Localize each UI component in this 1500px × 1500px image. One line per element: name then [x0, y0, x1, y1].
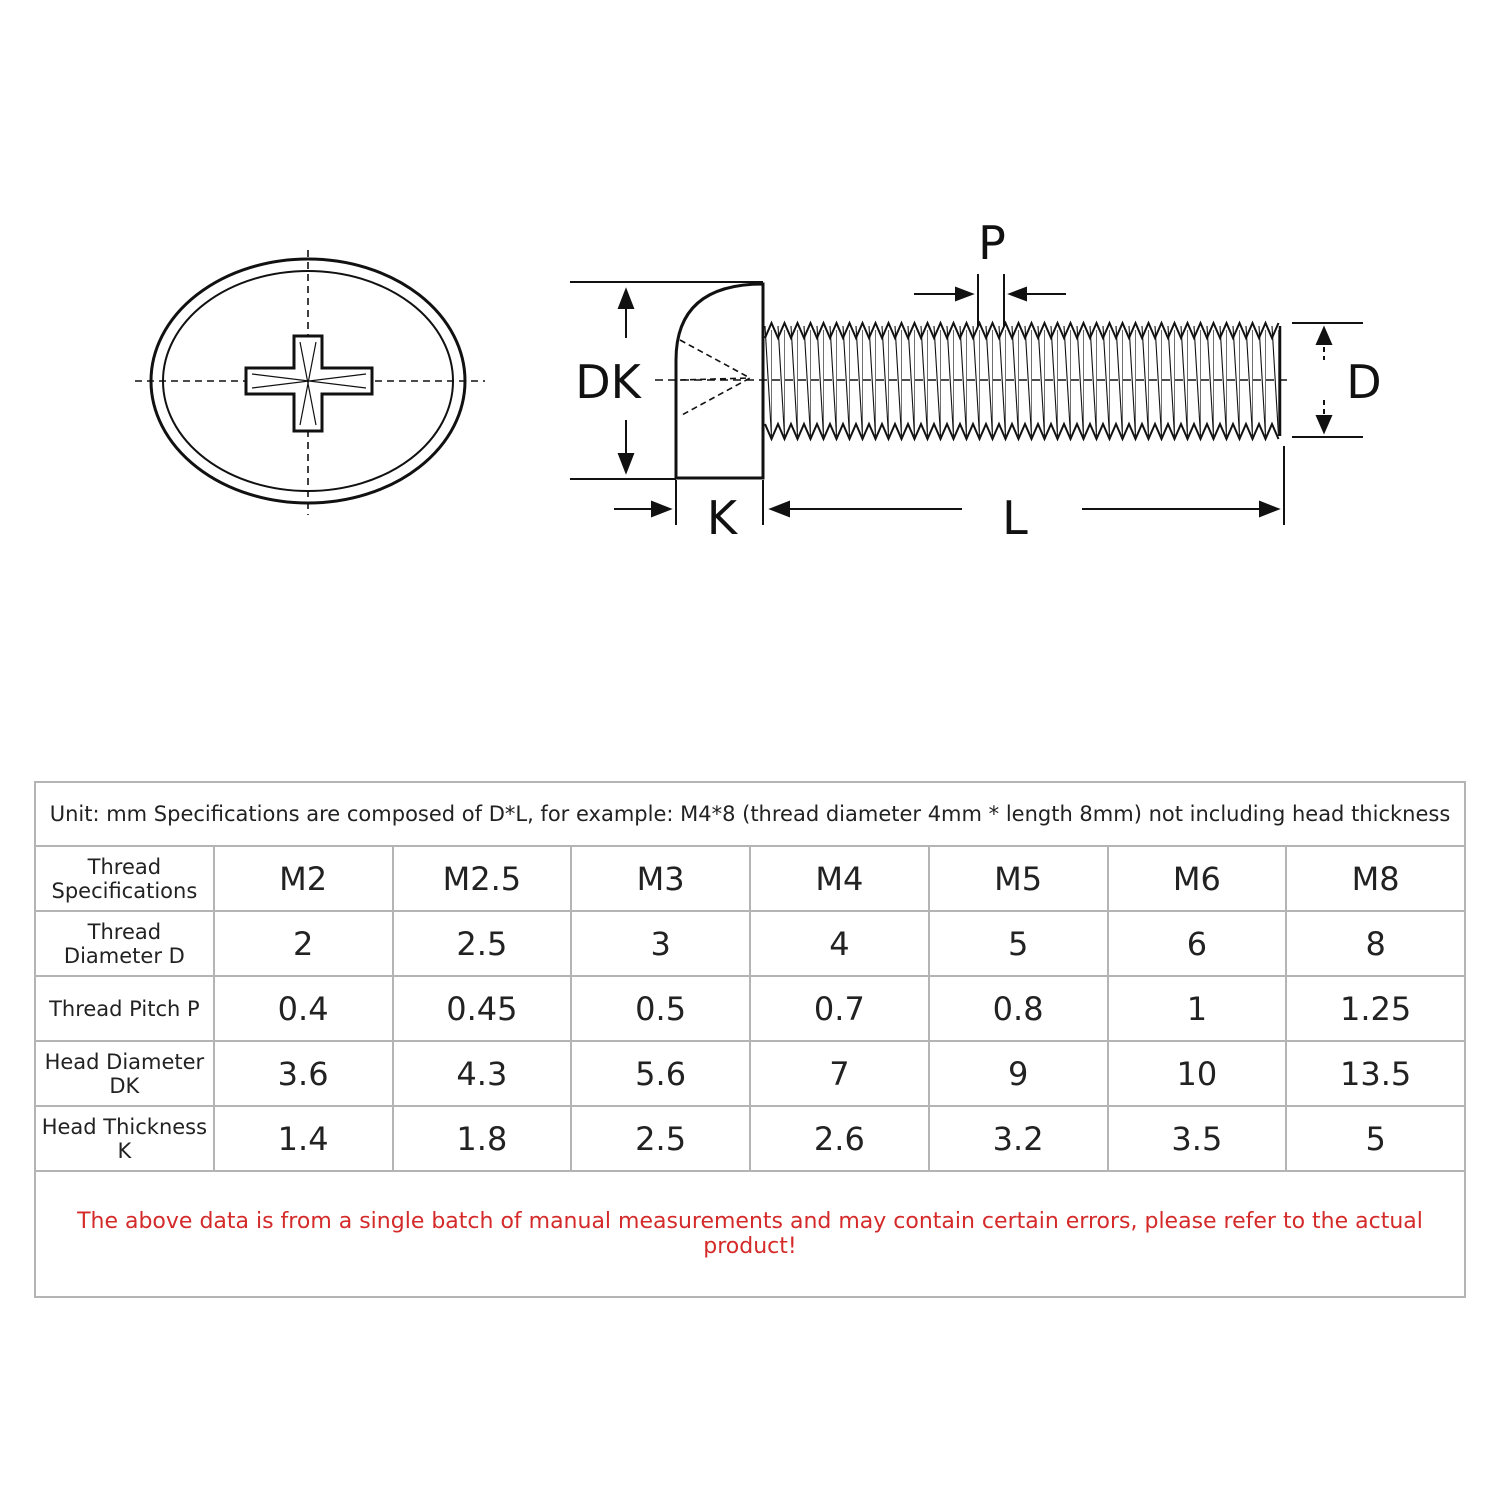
table-cell: 2.6 — [750, 1106, 929, 1171]
table-cell: 0.4 — [214, 976, 393, 1041]
table-cell: 1.25 — [1286, 976, 1465, 1041]
screw-dimension-diagram — [0, 0, 1500, 700]
table-cell: 1 — [1108, 976, 1287, 1041]
table-cell: 5 — [1286, 1106, 1465, 1171]
table-cell: M5 — [929, 846, 1108, 911]
row-label: Thread Pitch P — [35, 976, 214, 1041]
table-cell: 13.5 — [1286, 1041, 1465, 1106]
screw-head-top-view — [135, 250, 485, 515]
row-label: Thread Diameter D — [35, 911, 214, 976]
label-dk: DK — [575, 355, 641, 409]
table-cell: M4 — [750, 846, 929, 911]
table-cell: 3 — [571, 911, 750, 976]
label-d: D — [1346, 355, 1382, 409]
table-cell: M2 — [214, 846, 393, 911]
table-cell: M2.5 — [393, 846, 572, 911]
note-row — [35, 782, 1465, 846]
table-cell: 1.4 — [214, 1106, 393, 1171]
table-cell: 0.5 — [571, 976, 750, 1041]
phillips-cross-icon — [246, 336, 372, 431]
table-row — [35, 1041, 1465, 1106]
label-p: P — [978, 216, 1006, 270]
table-cell: 3.5 — [1108, 1106, 1287, 1171]
disclaimer-row — [35, 1171, 1465, 1297]
table-cell: 9 — [929, 1041, 1108, 1106]
table-row — [35, 911, 1465, 976]
table-row — [35, 976, 1465, 1041]
table-cell: 3.6 — [214, 1041, 393, 1106]
table-cell: M3 — [571, 846, 750, 911]
table-cell: 10 — [1108, 1041, 1287, 1106]
thread-body — [765, 323, 1280, 439]
screw-side-view — [655, 284, 1292, 478]
label-k: K — [706, 491, 738, 545]
table-cell: M6 — [1108, 846, 1287, 911]
table-cell: 4 — [750, 911, 929, 976]
table-cell: 6 — [1108, 911, 1287, 976]
unit-note: Unit: mm Specifications are composed of D*L, for example: M4*8 (thread diameter 4mm * length 8mm) not including head thickness — [35, 782, 1465, 846]
table-row — [35, 1106, 1465, 1171]
table-cell: 5 — [929, 911, 1108, 976]
table-cell: 8 — [1286, 911, 1465, 976]
row-label: Head Thickness K — [35, 1106, 214, 1171]
disclaimer-note: The above data is from a single batch of manual measurements and may contain certain errors, please refer to the actual product! — [35, 1171, 1465, 1297]
table-cell: 0.8 — [929, 976, 1108, 1041]
table-cell: 3.2 — [929, 1106, 1108, 1171]
table-cell: 7 — [750, 1041, 929, 1106]
table-cell: 5.6 — [571, 1041, 750, 1106]
table-cell: M8 — [1286, 846, 1465, 911]
table-row — [35, 846, 1465, 911]
screw-head-profile — [676, 284, 763, 478]
table-cell: 2 — [214, 911, 393, 976]
table-cell: 0.45 — [393, 976, 572, 1041]
row-label: Thread Specifications — [35, 846, 214, 911]
table-cell: 1.8 — [393, 1106, 572, 1171]
spec-table — [34, 781, 1466, 1298]
row-label: Head Diameter DK — [35, 1041, 214, 1106]
table-cell: 4.3 — [393, 1041, 572, 1106]
table-cell: 2.5 — [393, 911, 572, 976]
table-cell: 2.5 — [571, 1106, 750, 1171]
table-cell: 0.7 — [750, 976, 929, 1041]
label-l: L — [1002, 491, 1028, 545]
